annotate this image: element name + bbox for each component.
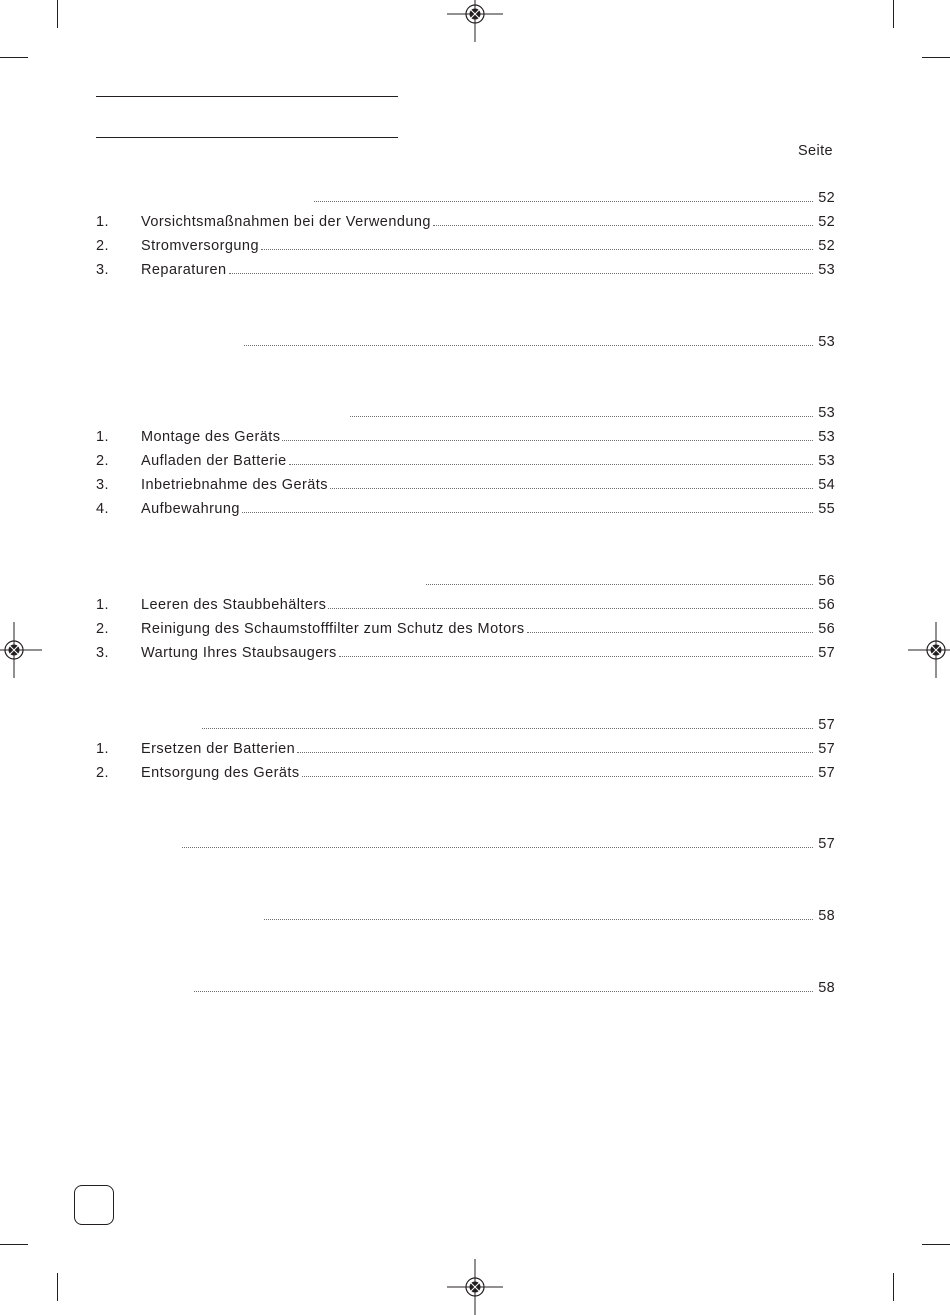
toc-page-number: 52 (818, 190, 835, 206)
toc-entry-label: Vorsichtsmaßnahmen bei der Verwendung (141, 214, 431, 230)
toc-page-number: 56 (818, 621, 835, 637)
dot-leader (426, 583, 813, 585)
dot-leader (350, 415, 813, 417)
toc-page-number: 57 (818, 765, 835, 781)
registration-mark-icon (447, 0, 503, 42)
registration-mark-icon (0, 622, 42, 678)
dot-leader (328, 607, 813, 609)
toc-entry (96, 621, 835, 641)
toc-page-number: 53 (818, 453, 835, 469)
toc-page-number: 57 (818, 836, 835, 852)
toc-entry-number: 2. (96, 621, 109, 637)
toc-page-number: 58 (818, 980, 835, 996)
toc-entry (96, 238, 835, 258)
toc-entry-number: 2. (96, 238, 109, 254)
toc-entry (96, 501, 835, 521)
toc-entry (96, 262, 835, 282)
toc-entry-number: 3. (96, 645, 109, 661)
dot-leader (194, 990, 813, 992)
page-number-box (74, 1185, 114, 1225)
toc-page-number: 52 (818, 214, 835, 230)
title-rule-bottom (96, 137, 398, 138)
dot-leader (244, 344, 813, 346)
title-rule-top (96, 96, 398, 97)
dot-leader (282, 439, 813, 441)
toc-entry (96, 741, 835, 761)
toc-entry-label: Reinigung des Schaumstofffilter zum Schutz des Motors (141, 621, 525, 637)
dot-leader (229, 272, 814, 274)
crop-mark (0, 57, 28, 58)
crop-mark (0, 1244, 28, 1245)
crop-mark (922, 1244, 950, 1245)
toc-page-number: 53 (818, 262, 835, 278)
registration-mark-icon (908, 622, 950, 678)
dot-leader (182, 846, 813, 848)
toc-entry-number: 2. (96, 453, 109, 469)
toc-entry-number: 3. (96, 262, 109, 278)
toc-entry-label: Stromversorgung (141, 238, 259, 254)
toc-entry-label: Aufladen der Batterie (141, 453, 287, 469)
crop-mark (922, 57, 950, 58)
dot-leader (330, 487, 813, 489)
dot-leader (242, 511, 813, 513)
toc-entry-number: 1. (96, 214, 109, 230)
toc-entry-label: Aufbewahrung (141, 501, 240, 517)
toc-entry-number: 4. (96, 501, 109, 517)
toc-section-heading (96, 573, 835, 593)
dot-leader (264, 918, 813, 920)
toc-entry (96, 597, 835, 617)
dot-leader (202, 727, 813, 729)
toc-entry-number: 1. (96, 429, 109, 445)
toc-entry-label: Ersetzen der Batterien (141, 741, 296, 757)
page-column-label: Seite (797, 143, 833, 159)
toc-entry-number: 2. (96, 765, 109, 781)
toc-section-heading (96, 836, 835, 856)
toc-section-heading (96, 190, 835, 210)
registration-mark-icon (447, 1259, 503, 1315)
toc-section-heading (96, 908, 835, 928)
toc-page-number: 57 (818, 717, 835, 733)
toc-page-number: 57 (818, 645, 835, 661)
toc-entry (96, 765, 835, 785)
dot-leader (314, 200, 813, 202)
toc-entry (96, 477, 835, 497)
toc-entry (96, 214, 835, 234)
crop-mark (57, 0, 58, 28)
crop-mark (57, 1273, 58, 1301)
toc-page-number: 56 (818, 573, 835, 589)
toc-section-heading (96, 717, 835, 737)
crop-mark (893, 0, 894, 28)
toc-entry-label: Reparaturen (141, 262, 227, 278)
toc-entry-label: Wartung Ihres Staubsaugers (141, 645, 337, 661)
toc-entry-label: Montage des Geräts (141, 429, 281, 445)
toc-entry (96, 645, 835, 665)
toc-page-number: 53 (818, 429, 835, 445)
dot-leader (261, 248, 813, 250)
toc-page-number: 55 (818, 501, 835, 517)
dot-leader (527, 631, 814, 633)
toc-page-number: 56 (818, 597, 835, 613)
toc-entry-label: Entsorgung des Geräts (141, 765, 300, 781)
toc-entry-number: 1. (96, 741, 109, 757)
toc-page-number: 52 (818, 238, 835, 254)
toc-entry-label: Inbetriebnahme des Geräts (141, 477, 328, 493)
dot-leader (302, 775, 814, 777)
toc-entry (96, 429, 835, 449)
toc-section-heading (96, 334, 835, 354)
toc-entry-label: Leeren des Staubbehälters (141, 597, 327, 613)
toc-section-heading (96, 980, 835, 1000)
toc-entry (96, 453, 835, 473)
dot-leader (297, 751, 813, 753)
toc-page-number: 53 (818, 334, 835, 350)
dot-leader (433, 224, 813, 226)
toc-page-number: 58 (818, 908, 835, 924)
dot-leader (339, 655, 814, 657)
crop-mark (893, 1273, 894, 1301)
toc-page-number: 53 (818, 405, 835, 421)
toc-page-number: 54 (818, 477, 835, 493)
toc-section-heading (96, 405, 835, 425)
toc-entry-number: 3. (96, 477, 109, 493)
dot-leader (289, 463, 814, 465)
toc-page-number: 57 (818, 741, 835, 757)
toc-entry-number: 1. (96, 597, 109, 613)
